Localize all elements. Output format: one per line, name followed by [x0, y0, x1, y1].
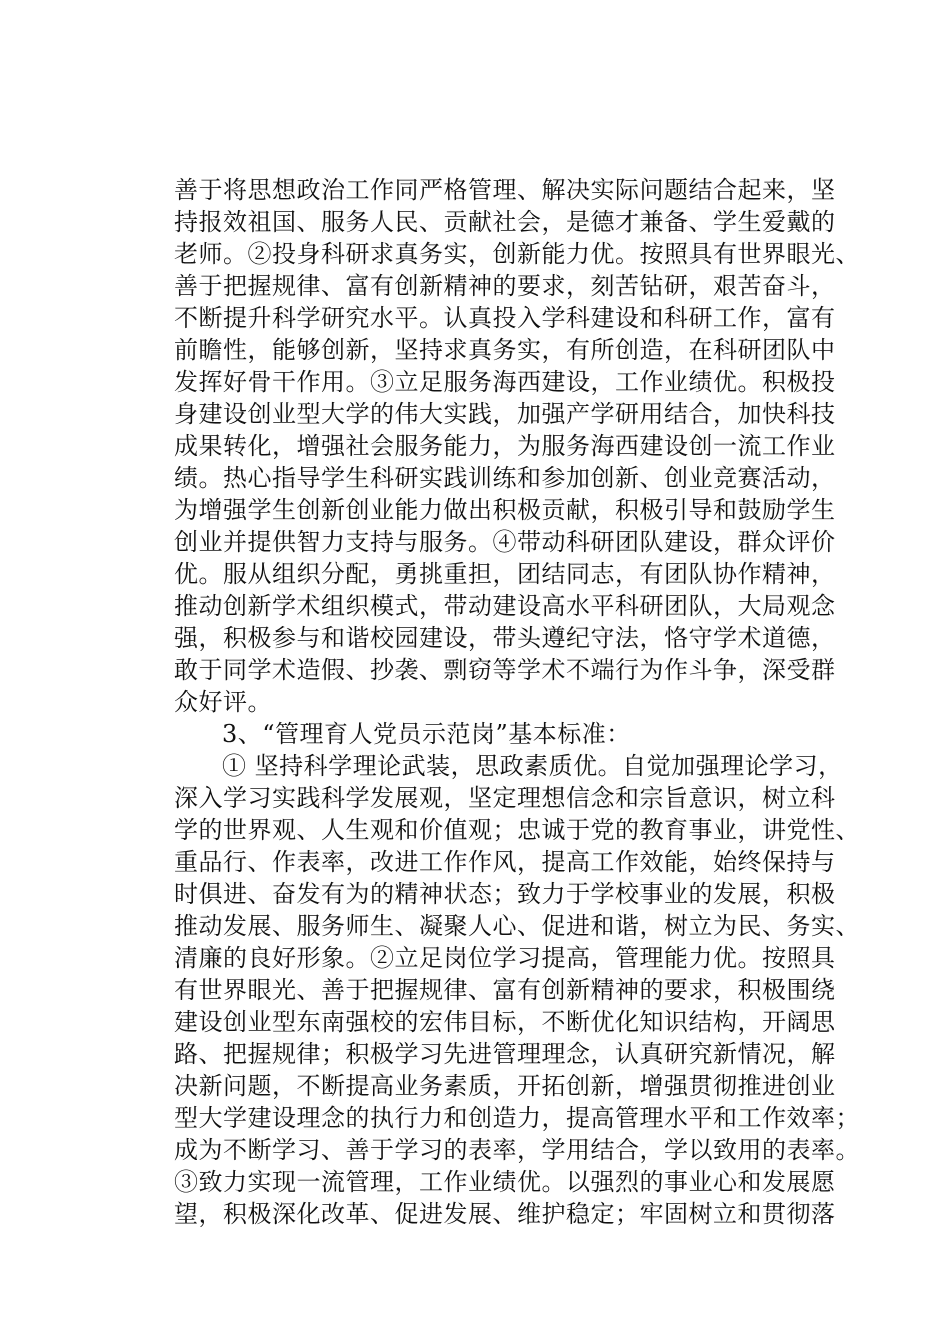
text-line: 推动创新学术组织模式，带动建设高水平科研团队，大局观念 [174, 592, 836, 620]
text-line: 建设创业型东南强校的宏伟目标，不断优化知识结构，开阔思 [174, 1008, 836, 1036]
text-line: 有世界眼光、善于把握规律、富有创新精神的要求，积极围绕 [174, 976, 836, 1004]
text-line: 绩。热心指导学生科研实践训练和参加创新、创业竞赛活动， [174, 464, 836, 492]
text-line: 创业并提供智力支持与服务。④带动科研团队建设，群众评价 [174, 528, 836, 556]
text-line: 型大学建设理念的执行力和创造力，提高管理水平和工作效率； [174, 1104, 860, 1132]
document-page [174, 174, 860, 1230]
text-line: 深入学习实践科学发展观，坚定理想信念和宗旨意识，树立科 [174, 784, 836, 812]
text-line: 推动发展、服务师生、凝聚人心、促进和谐，树立为民、务实、 [174, 912, 860, 940]
text-line: 望，积极深化改革、促进发展、维护稳定；牢固树立和贯彻落 [174, 1200, 836, 1228]
text-line: 成果转化，增强社会服务能力，为服务海西建设创一流工作业 [174, 432, 836, 460]
text-line: ① 坚持科学理论武装，思政素质优。自觉加强理论学习， [222, 752, 843, 780]
text-line: 前瞻性，能够创新，坚持求真务实，有所创造，在科研团队中 [174, 336, 836, 364]
text-line: 优。服从组织分配，勇挑重担，团结同志，有团队协作精神， [174, 560, 836, 588]
text-line: 路、把握规律；积极学习先进管理理念，认真研究新情况，解 [174, 1040, 836, 1068]
text-line: 时俱进、奋发有为的精神状态；致力于学校事业的发展，积极 [174, 880, 836, 908]
text-line: 善于把握规律、富有创新精神的要求，刻苦钻研，艰苦奋斗， [174, 272, 836, 300]
text-line: 清廉的良好形象。②立足岗位学习提高，管理能力优。按照具 [174, 944, 836, 972]
text-line: 决新问题，不断提高业务素质，开拓创新，增强贯彻推进创业 [174, 1072, 836, 1100]
text-line: 众好评。 [174, 688, 272, 716]
section-heading: 3、“管理育人党员示范岗”基本标准： [222, 720, 631, 748]
text-line: 为增强学生创新创业能力做出积极贡献，积极引导和鼓励学生 [174, 496, 836, 524]
text-line: 学的世界观、人生观和价值观；忠诚于党的教育事业，讲党性、 [174, 816, 860, 844]
text-line: 敢于同学术造假、抄袭、剽窃等学术不端行为作斗争，深受群 [174, 656, 836, 684]
text-line: 身建设创业型大学的伟大实践，加强产学研用结合，加快科技 [174, 400, 836, 428]
text-line: 成为不断学习、善于学习的表率，学用结合，学以致用的表率。 [174, 1136, 860, 1164]
text-line: ③致力实现一流管理，工作业绩优。以强烈的事业心和发展愿 [174, 1168, 836, 1196]
text-line: 强，积极参与和谐校园建设，带头遵纪守法，恪守学术道德， [174, 624, 836, 652]
text-line: 发挥好骨干作用。③立足服务海西建设，工作业绩优。积极投 [174, 368, 836, 396]
text-line: 持报效祖国、服务人民、贡献社会，是德才兼备、学生爱戴的 [174, 208, 836, 236]
text-line: 重品行、作表率，改进工作作风，提高工作效能，始终保持与 [174, 848, 836, 876]
text-line: 善于将思想政治工作同严格管理、解决实际问题结合起来，坚 [174, 176, 836, 204]
text-line: 老师。②投身科研求真务实，创新能力优。按照具有世界眼光、 [174, 240, 860, 268]
text-line: 不断提升科学研究水平。认真投入学科建设和科研工作，富有 [174, 304, 836, 332]
